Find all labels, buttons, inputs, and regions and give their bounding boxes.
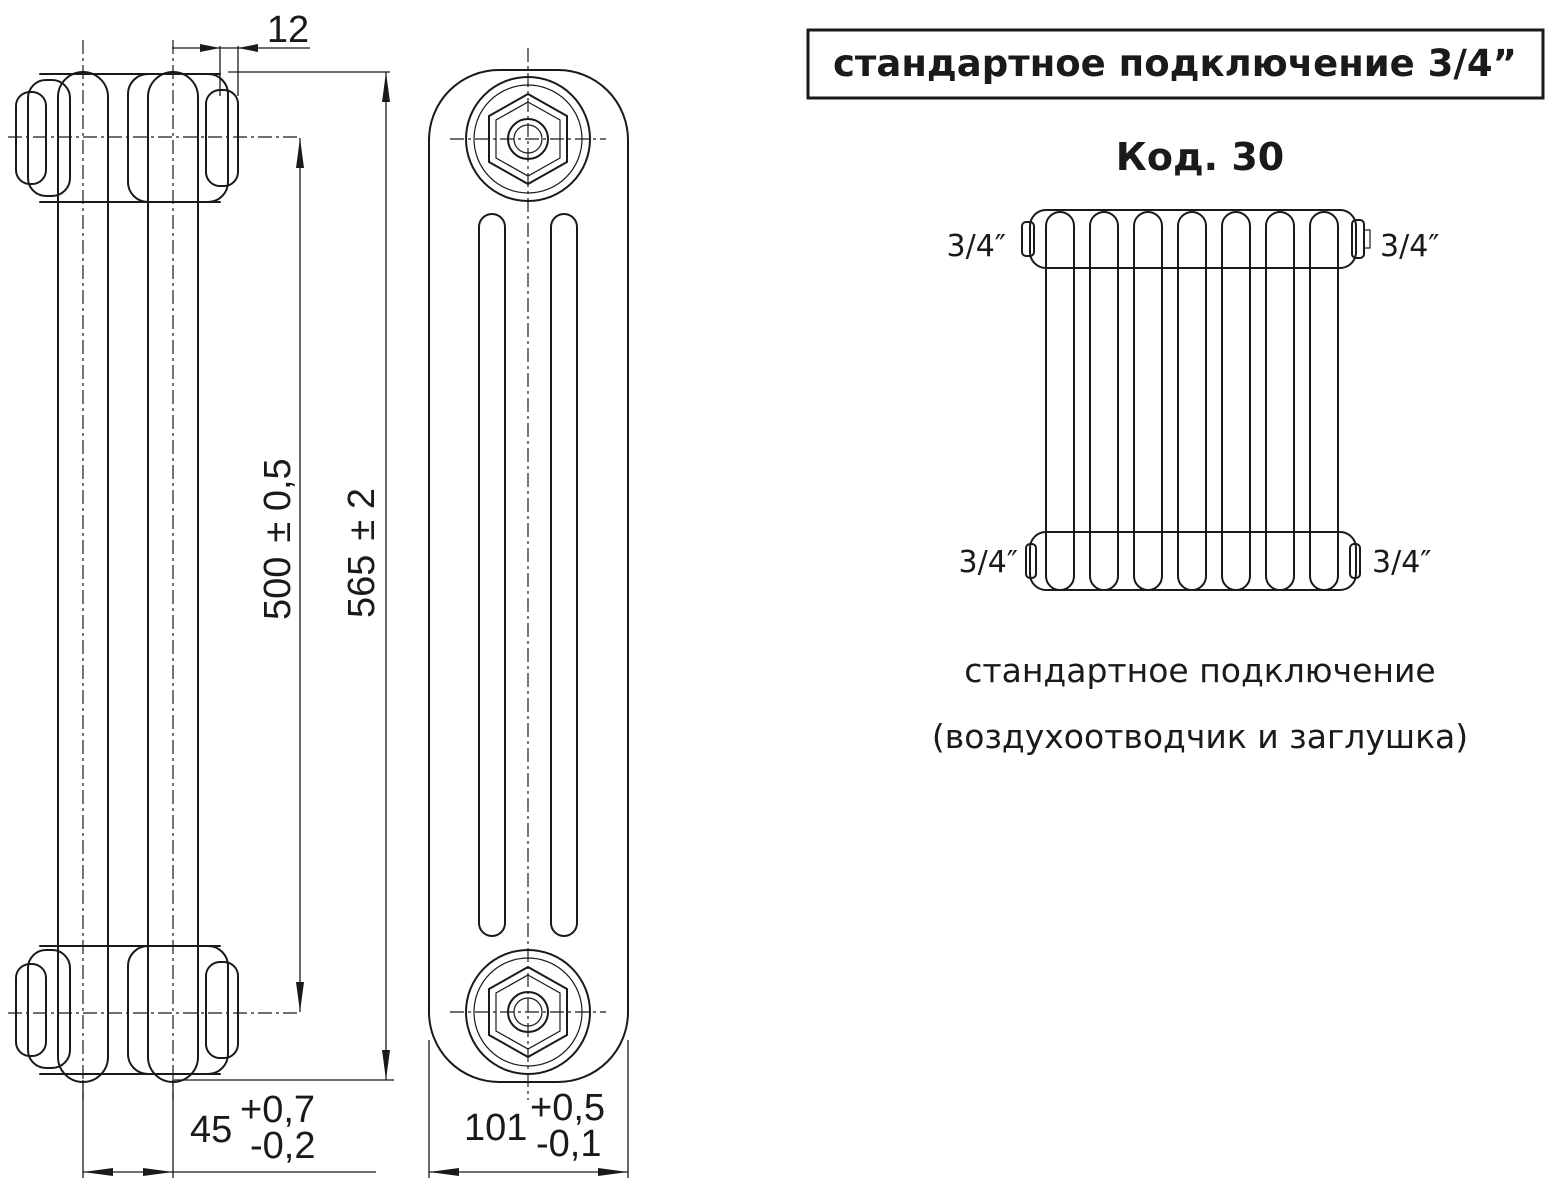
front-view — [429, 48, 628, 1100]
port-top-right-label: 3/4″ — [1380, 229, 1440, 264]
dim-45-tol-minus: -0,2 — [250, 1125, 316, 1167]
top-right-air-vent — [1352, 220, 1364, 258]
dim-500-label: 500± 0,5 — [257, 458, 299, 620]
dim-45-tol-plus: +0,7 — [240, 1089, 316, 1131]
title-label: стандартное подключение 3/4” — [833, 42, 1517, 85]
top-left-cap — [1022, 222, 1034, 256]
dim-45-value: 45 — [190, 1109, 233, 1151]
mini-radiator — [1022, 210, 1370, 590]
dim-45 — [83, 1080, 376, 1178]
code-label: Код. 30 — [1115, 135, 1285, 179]
front-view-slot-left — [479, 214, 505, 936]
side-view-top-hub — [16, 74, 238, 202]
connection-panel — [808, 30, 1543, 756]
dim-500 — [257, 138, 304, 1012]
port-bottom-right-label: 3/4″ — [1372, 545, 1432, 580]
dim-565-label: 565± 2 — [341, 488, 383, 618]
port-top-left-label: 3/4″ — [946, 229, 1006, 264]
dim-101-tol-minus: -0,1 — [536, 1123, 602, 1165]
caption-line-1: стандартное подключение — [964, 651, 1436, 690]
dim-12-label: 12 — [266, 9, 310, 51]
dim-101-value: 101 — [464, 1107, 528, 1149]
caption-line-2: (воздухоотводчик и заглушка) — [931, 717, 1469, 756]
port-bottom-left-label: 3/4″ — [958, 545, 1018, 580]
side-view-bottom-hub — [16, 946, 238, 1074]
dim-12 — [172, 9, 390, 96]
dim-101-tol-plus: +0,5 — [530, 1087, 606, 1129]
front-view-slot-right — [551, 214, 577, 936]
